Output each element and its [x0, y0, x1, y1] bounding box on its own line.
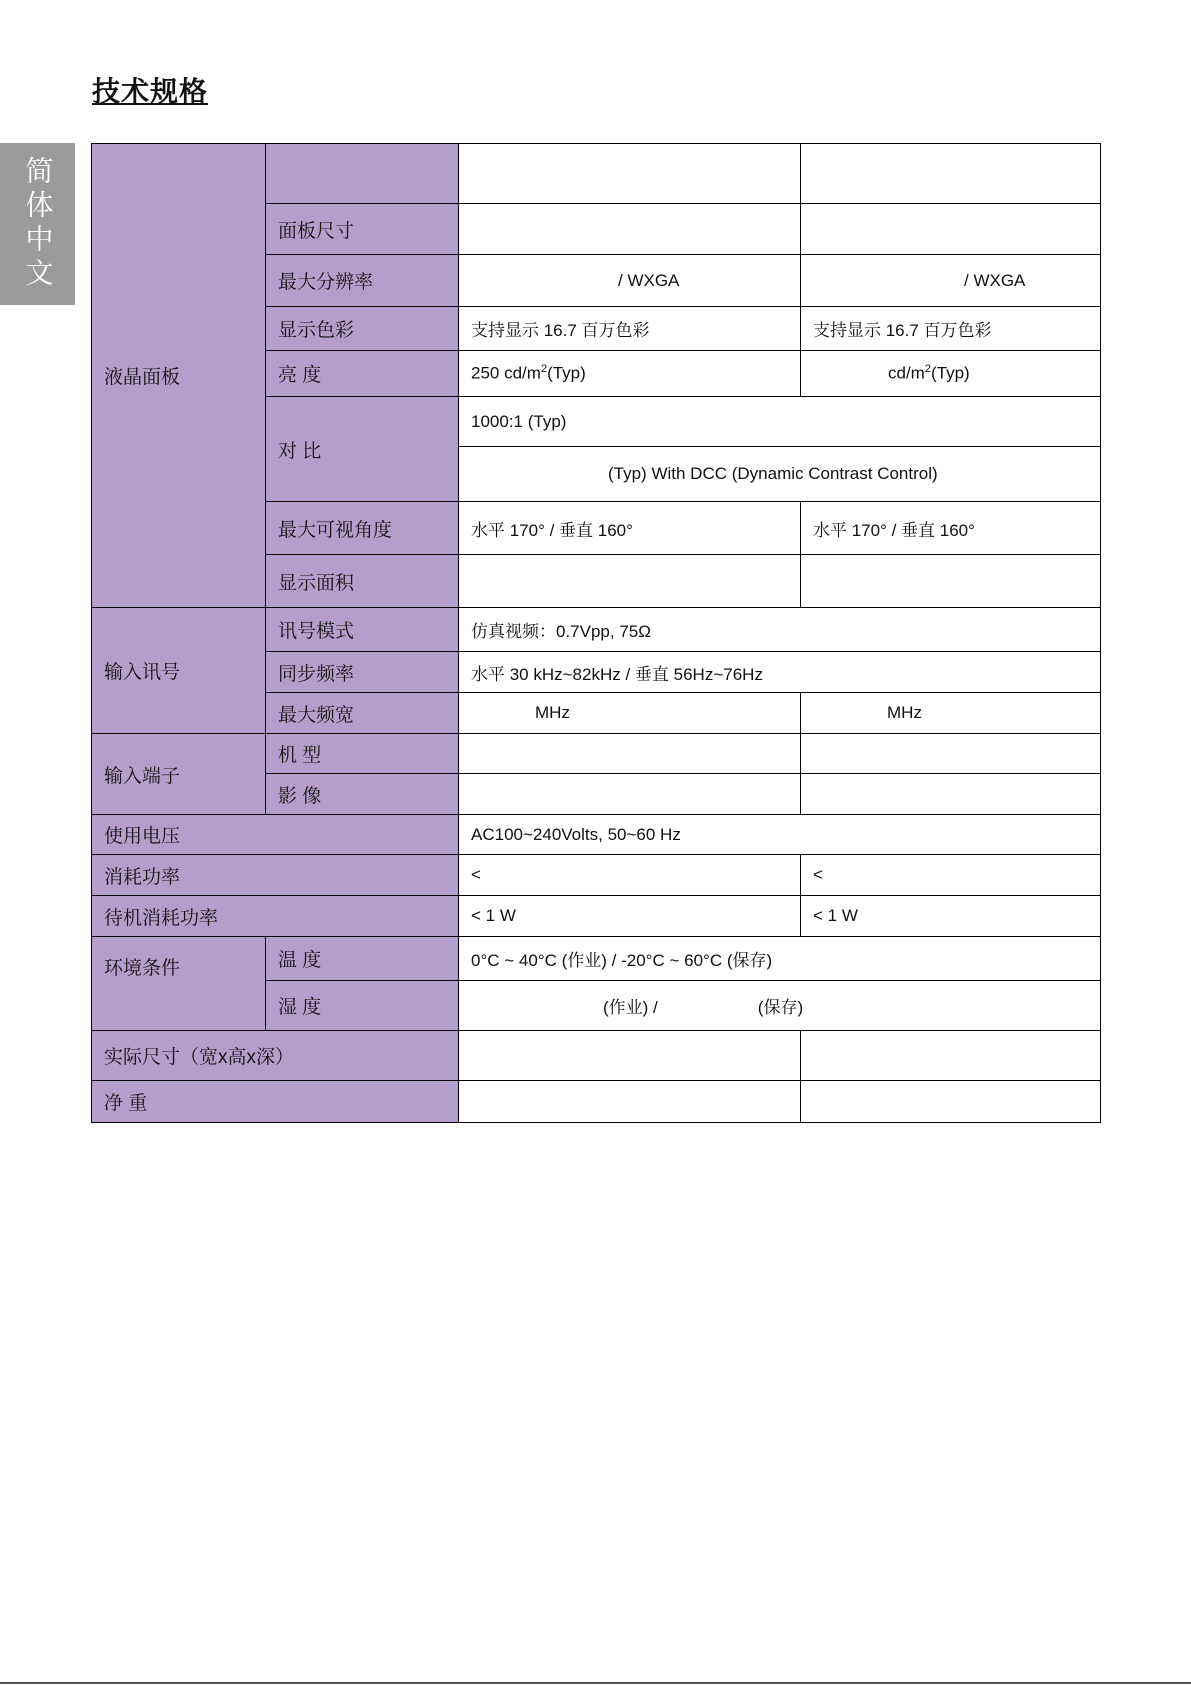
contrast-label: 对 比: [266, 397, 459, 502]
max-bandwidth-value-b: MHz: [801, 693, 1101, 734]
dimensions-value-b: [801, 1031, 1101, 1081]
brightness-value-a: 250 $cd/m^2(Typ)$: [459, 351, 801, 397]
standby-power-label: 待机消耗功率: [92, 896, 459, 937]
page-title: 技术规格: [92, 75, 209, 108]
port-model-label: 机 型: [266, 734, 459, 774]
port-video-value-a: [459, 774, 801, 815]
temperature-value: 0°C ~ 40°C (作业) / -20°C ~ 60°C (保存): [459, 937, 1101, 981]
net-weight-label: 净 重: [92, 1081, 459, 1123]
table-row: [92, 896, 1101, 937]
display-colors-value-a: 支持显示 16.7 百万色彩: [459, 307, 801, 351]
sync-frequency-label: 同步频率: [266, 652, 459, 693]
table-row: [92, 144, 1101, 204]
port-model-value-a: [459, 734, 801, 774]
power-consumption-value-b: <: [801, 855, 1101, 896]
display-area-label: 显示面积: [266, 555, 459, 608]
signal-mode-value: 仿真视频：0.7Vpp, 75Ω: [459, 608, 1101, 652]
standby-power-value-a: < 1 W: [459, 896, 801, 937]
standby-power-value-b: < 1 W: [801, 896, 1101, 937]
environment-group-label: 环境条件: [92, 937, 266, 1031]
brightness-label: 亮 度: [266, 351, 459, 397]
sync-frequency-value: 水平 30 kHz~82kHz / 垂直 56Hz~76Hz: [459, 652, 1101, 693]
contrast-value-dcc: (Typ) With DCC (Dynamic Contrast Control): [459, 447, 1101, 502]
panel-size-value-b: [801, 204, 1101, 255]
table-row: [92, 608, 1101, 652]
input-signal-group-label: 输入讯号: [92, 608, 266, 734]
humidity-value: (作业) / (保存): [459, 981, 1101, 1031]
display-colors-value-b: 支持显示 16.7 百万色彩: [801, 307, 1101, 351]
power-consumption-label: 消耗功率: [92, 855, 459, 896]
voltage-label: 使用电压: [92, 815, 459, 855]
net-weight-value-b: [801, 1081, 1101, 1123]
signal-mode-label: 讯号模式: [266, 608, 459, 652]
contrast-value-typ: 1000:1 (Typ): [459, 397, 1101, 447]
language-tab: [0, 143, 75, 305]
lcd-panel-group-label: 液晶面板: [92, 144, 266, 608]
table-row: [92, 815, 1101, 855]
language-tab-label: 简体中文: [21, 156, 55, 292]
voltage-value: AC100~240Volts, 50~60 Hz: [459, 815, 1101, 855]
model-label: [266, 144, 459, 204]
table-row: [92, 855, 1101, 896]
table-row: [92, 734, 1101, 774]
spec-table: [91, 143, 1101, 1123]
dimensions-label: 实际尺寸（宽x高x深）: [92, 1031, 459, 1081]
power-consumption-value-a: <: [459, 855, 801, 896]
brightness-value-b: $cd/m^2(Typ)$: [801, 351, 1101, 397]
viewing-angle-value-a: 水平 170° / 垂直 160°: [459, 502, 801, 555]
net-weight-value-a: [459, 1081, 801, 1123]
model-value-b: [801, 144, 1101, 204]
viewing-angle-value-b: 水平 170° / 垂直 160°: [801, 502, 1101, 555]
table-row: [92, 937, 1101, 981]
page-bottom-rule: [0, 1682, 1191, 1684]
input-port-group-label: 输入端子: [92, 734, 266, 815]
display-area-value-a: [459, 555, 801, 608]
model-value-a: [459, 144, 801, 204]
display-area-value-b: [801, 555, 1101, 608]
panel-size-label: 面板尺寸: [266, 204, 459, 255]
panel-size-value-a: [459, 204, 801, 255]
max-bandwidth-label: 最大频宽: [266, 693, 459, 734]
display-colors-label: 显示色彩: [266, 307, 459, 351]
max-resolution-label: 最大分辨率: [266, 255, 459, 307]
port-video-label: 影 像: [266, 774, 459, 815]
dimensions-value-a: [459, 1031, 801, 1081]
humidity-label: 湿 度: [266, 981, 459, 1031]
port-video-value-b: [801, 774, 1101, 815]
table-row: [92, 1031, 1101, 1081]
viewing-angle-label: 最大可视角度: [266, 502, 459, 555]
max-resolution-value-a: / WXGA: [459, 255, 801, 307]
max-bandwidth-value-a: MHz: [459, 693, 801, 734]
port-model-value-b: [801, 734, 1101, 774]
max-resolution-value-b: / WXGA: [801, 255, 1101, 307]
temperature-label: 温 度: [266, 937, 459, 981]
table-row: [92, 1081, 1101, 1123]
